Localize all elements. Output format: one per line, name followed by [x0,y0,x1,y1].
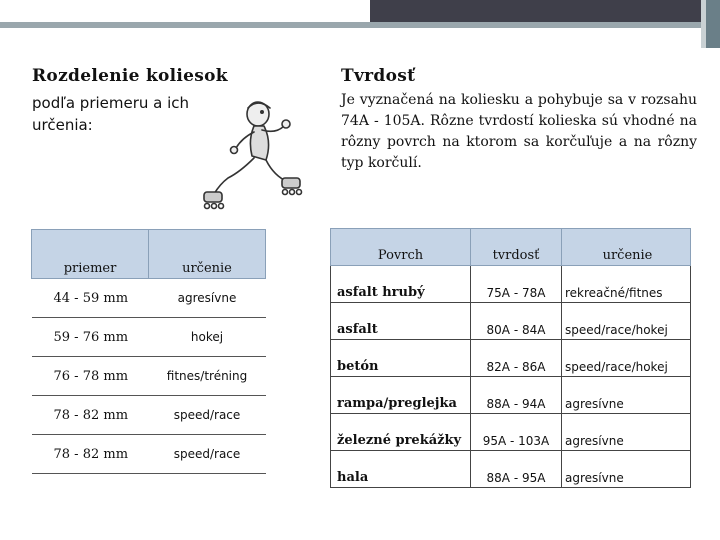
table-row [32,357,266,396]
right-title: Tvrdosť [341,66,416,86]
purpose-cell: agresívne [562,414,691,451]
table-row [331,340,691,377]
header-cell: určenie [149,230,266,279]
diameter-cell: 59 - 76 mm [32,318,149,357]
table-row [32,396,266,435]
hardness-cell: 75A - 78A [471,266,562,303]
hardness-cell: 88A - 95A [471,451,562,488]
hardness-cell: 88A - 94A [471,377,562,414]
surface-cell: betón [331,340,471,377]
header-cell: Povrch [331,229,471,266]
diameter-table [31,229,266,474]
hardness-description: Je vyznačená na koliesku a pohybuje sa v rozsahu 74A - 105A. Rôzne tvrdostí kolieska sú vhodné na rôzny povrch na ktorom sa korčuľuje a na rôzny typ korčulí. [341,92,697,171]
surface-cell: asfalt [331,303,471,340]
diameter-cell: 78 - 82 mm [32,435,149,474]
purpose-cell: speed/race [149,435,266,474]
surface-cell: železné prekážky [331,414,471,451]
skater-illustration [196,92,306,218]
table-row [32,435,266,474]
left-subtitle: podľa priemeru a ich určenia: [32,94,190,134]
diameter-cell: 78 - 82 mm [32,396,149,435]
header-cell: priemer [32,230,149,279]
hardness-cell: 82A - 86A [471,340,562,377]
diameter-cell: 44 - 59 mm [32,279,149,318]
purpose-cell: agresívne [562,451,691,488]
purpose-cell: agresívne [149,279,266,318]
table-row [32,318,266,357]
table-row [331,266,691,303]
header-cell: tvrdosť [471,229,562,266]
purpose-cell: rekreačné/fitnes [562,266,691,303]
purpose-cell: fitnes/tréning [149,357,266,396]
purpose-cell: speed/race [149,396,266,435]
hardness-cell: 95A - 103A [471,414,562,451]
left-title: Rozdelenie koliesok [32,66,228,86]
purpose-cell: hokej [149,318,266,357]
table-header-row [32,230,266,279]
surface-cell: hala [331,451,471,488]
table-row [331,377,691,414]
surface-cell: asfalt hrubý [331,266,471,303]
table-header-row [331,229,691,266]
surface-cell: rampa/preglejka [331,377,471,414]
purpose-cell: agresívne [562,377,691,414]
purpose-cell: speed/race/hokej [562,340,691,377]
purpose-cell: speed/race/hokej [562,303,691,340]
table-row [331,414,691,451]
top-decor-bar [0,0,720,22]
hardness-table [330,228,691,488]
table-row [331,303,691,340]
hardness-cell: 80A - 84A [471,303,562,340]
table-row [331,451,691,488]
header-cell: určenie [562,229,691,266]
diameter-cell: 76 - 78 mm [32,357,149,396]
table-row [32,279,266,318]
